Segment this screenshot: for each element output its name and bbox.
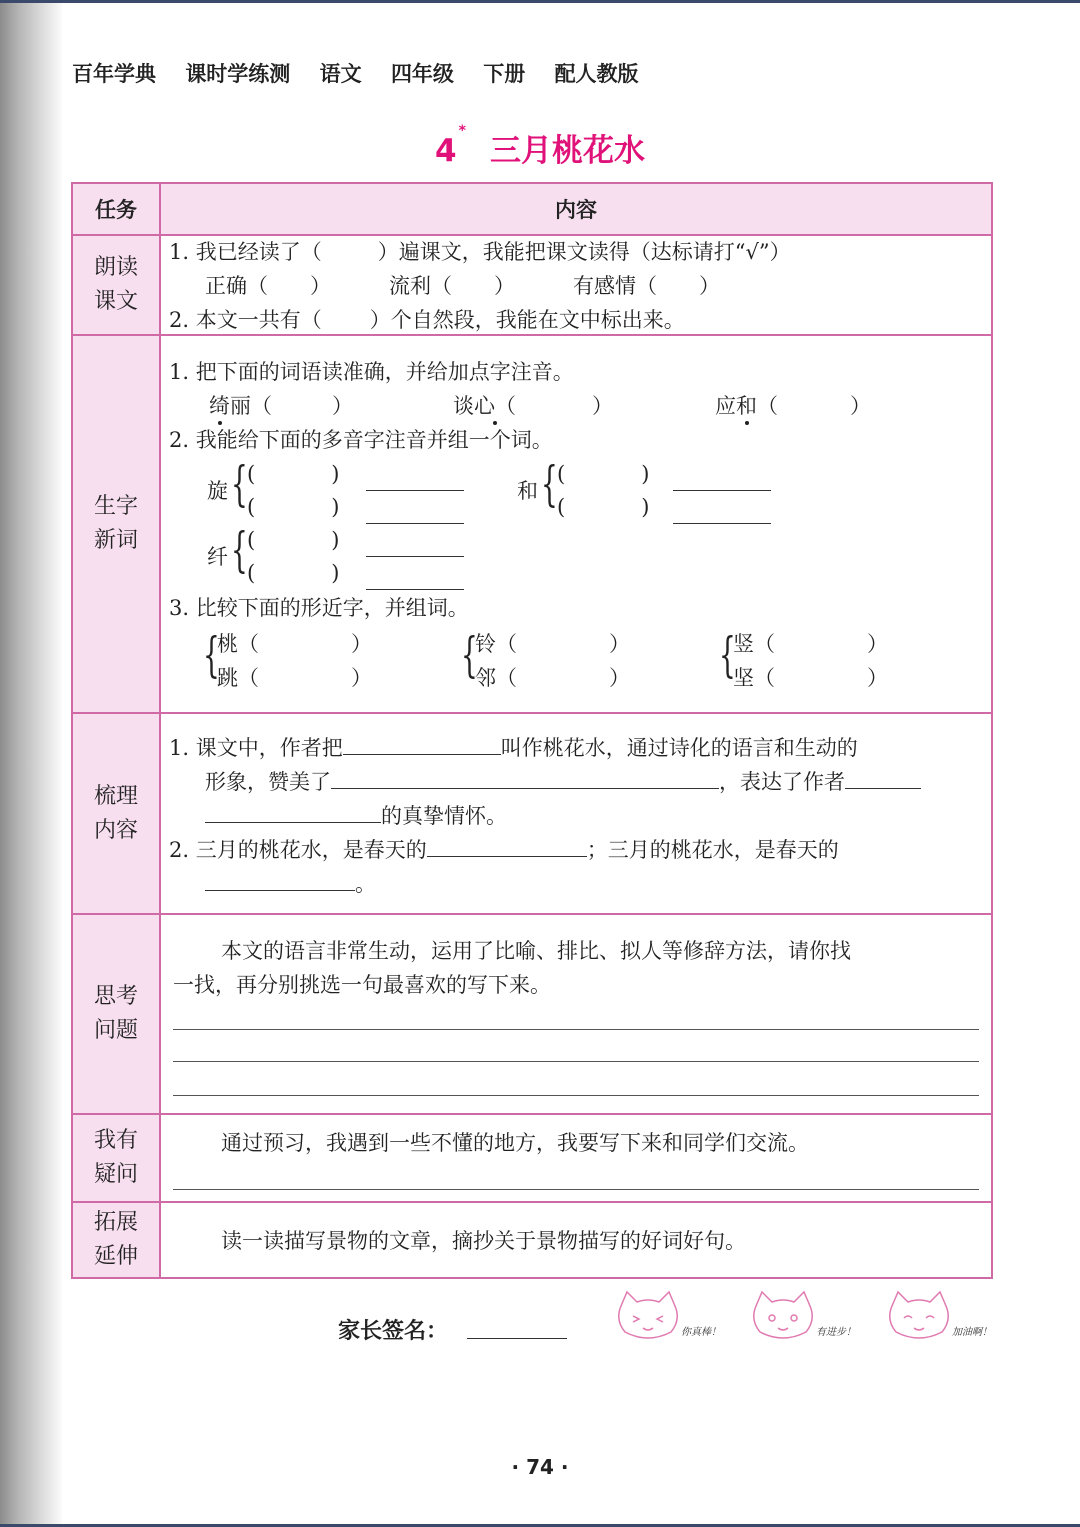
blank-sort-3[interactable] <box>845 787 921 789</box>
brace-shu: { <box>719 627 736 683</box>
poly-char-he: 和 <box>517 479 538 503</box>
table-header-row <box>72 183 992 235</box>
read-line-3: 2. 本文一共有（ ）个自然段，我能在文中标出来。 <box>169 308 685 332</box>
sort-line-4: 2. 三月的桃花水，是春天的 ；三月的桃花水，是春天的 <box>169 838 839 862</box>
row-new-words <box>72 335 992 713</box>
task-label-think: 思考 问题 <box>72 914 160 1114</box>
parent-signature-field[interactable] <box>467 1338 567 1339</box>
answer-line-1[interactable] <box>173 1029 979 1030</box>
blank-sort-5[interactable] <box>427 855 587 857</box>
header-subject: 语文 <box>319 62 362 86</box>
row-read-text <box>72 235 992 335</box>
lesson-title <box>0 125 1080 170</box>
brace-tao: { <box>203 627 220 683</box>
sort-line-2: 形象，赞美了 ，表达了作者 <box>205 772 921 793</box>
content-think <box>160 914 992 1114</box>
row-question <box>72 1114 992 1202</box>
chars-q1: 1. 把下面的词语读准确，并给加点字注音。 <box>169 360 574 384</box>
question-answer-line[interactable] <box>173 1189 979 1190</box>
row-extend <box>72 1202 992 1278</box>
lesson-number: 4* <box>435 123 466 169</box>
task-label-chars: 生字 新词 <box>72 335 160 713</box>
word-tanxin: 谈心（ ） <box>453 394 613 418</box>
content-read <box>160 235 992 335</box>
task-label-question: 我有 疑问 <box>72 1114 160 1202</box>
read-line-2: 正确（ ） 流利（ ） 有感情（ ） <box>205 274 720 298</box>
blank-sort-2[interactable] <box>331 787 719 789</box>
row-sort-content <box>72 713 992 914</box>
header-edition: 配人教版 <box>554 62 639 86</box>
answer-line-3[interactable] <box>173 1095 979 1096</box>
cat-face-icon <box>613 1288 683 1344</box>
blank-sort-4[interactable] <box>205 821 381 823</box>
question-text: 通过预习，我遇到一些不懂的地方，我要写下来和同学们交流。 <box>221 1131 809 1155</box>
sticker-progress[interactable]: 有进步！ <box>748 1288 856 1344</box>
think-line-2: 一找，再分别挑选一句最喜欢的写下来。 <box>173 973 551 997</box>
content-question <box>160 1114 992 1202</box>
column-header-task: 任务 <box>72 183 160 235</box>
word-yinghe: 应和（ ） <box>715 394 871 418</box>
chars-q2: 2. 我能给下面的多音字注音并组一个词。 <box>169 428 553 452</box>
brace-xuan: { <box>231 456 248 512</box>
cat-face-icon <box>884 1288 954 1344</box>
top-edge <box>0 0 1080 3</box>
sort-line-1: 1. 课文中，作者把 叫作桃花水，通过诗化的语言和生动的 <box>169 736 858 760</box>
cat-face-icon <box>748 1288 818 1344</box>
book-spine-shadow <box>0 0 62 1527</box>
brace-he: { <box>541 456 558 512</box>
row-think <box>72 914 992 1114</box>
blank-xuan-1[interactable] <box>366 489 464 491</box>
poly-char-xuan: 旋 <box>207 479 228 503</box>
task-label-extend: 拓展 延伸 <box>72 1202 160 1278</box>
blank-sort-6[interactable] <box>205 889 355 891</box>
blank-xuan-2[interactable] <box>366 522 464 524</box>
worksheet-table <box>71 182 993 1279</box>
blank-he-1[interactable] <box>673 489 771 491</box>
chars-q3: 3. 比较下面的形近字，并组词。 <box>169 596 469 620</box>
book-header <box>72 58 661 88</box>
brace-ling: { <box>461 627 478 683</box>
header-grade: 四年级 <box>390 62 454 86</box>
content-chars: 1. 把下面的词语读准确，并给加点字注音。 绮丽（ ） 谈心（ ） 应和（ ） 2. 我能给下面的多音字注音并组一个词。 旋 { ( ) ( ) 和 { ( ) ( ) 纤 { ( ) ( ) 3. 比较下面的形近字，并组词。 { 桃（ ） 跳（ ） { 铃（ ） 邻（ ） { 竖（ ） 坚（ ） <box>160 335 992 713</box>
task-label-sort: 梳理 内容 <box>72 713 160 914</box>
column-header-content: 内容 <box>160 183 992 235</box>
header-series: 百年学典 <box>72 62 156 86</box>
blank-xian-2[interactable] <box>366 588 464 590</box>
answer-line-2[interactable] <box>173 1061 979 1062</box>
sort-line-5: 。 <box>205 874 376 895</box>
content-extend <box>160 1202 992 1278</box>
lesson-star-mark: * <box>458 123 466 139</box>
sticker-cheer[interactable]: 加油啊！ <box>884 1288 992 1344</box>
parent-signature-label: 家长签名： <box>338 1319 449 1344</box>
word-qili: 绮丽（ ） <box>209 394 353 418</box>
think-line-1: 本文的语言非常生动，运用了比喻、排比、拟人等修辞方法，请你找 <box>221 939 851 963</box>
blank-xian-1[interactable] <box>366 555 464 557</box>
page-number: · 74 · <box>511 1455 569 1479</box>
header-volume: 下册 <box>483 62 526 86</box>
read-line-1: 1. 我已经读了（ ）遍课文，我能把课文读得（达标请打“√”） <box>169 240 791 264</box>
sticker-great[interactable]: 你真棒！ <box>613 1288 721 1344</box>
header-book: 课时学练测 <box>185 62 291 86</box>
content-sort <box>160 713 992 914</box>
poly-char-xian: 纤 <box>207 545 228 569</box>
extend-text: 读一读描写景物的文章，摘抄关于景物描写的好词好句。 <box>221 1229 746 1253</box>
sort-line-3: 的真挚情怀。 <box>205 806 507 827</box>
blank-sort-1[interactable] <box>343 753 501 755</box>
blank-he-2[interactable] <box>673 522 771 524</box>
lesson-name: 三月桃花水 <box>489 133 645 169</box>
brace-xian: { <box>231 522 248 578</box>
task-label-read: 朗读 课文 <box>72 235 160 335</box>
